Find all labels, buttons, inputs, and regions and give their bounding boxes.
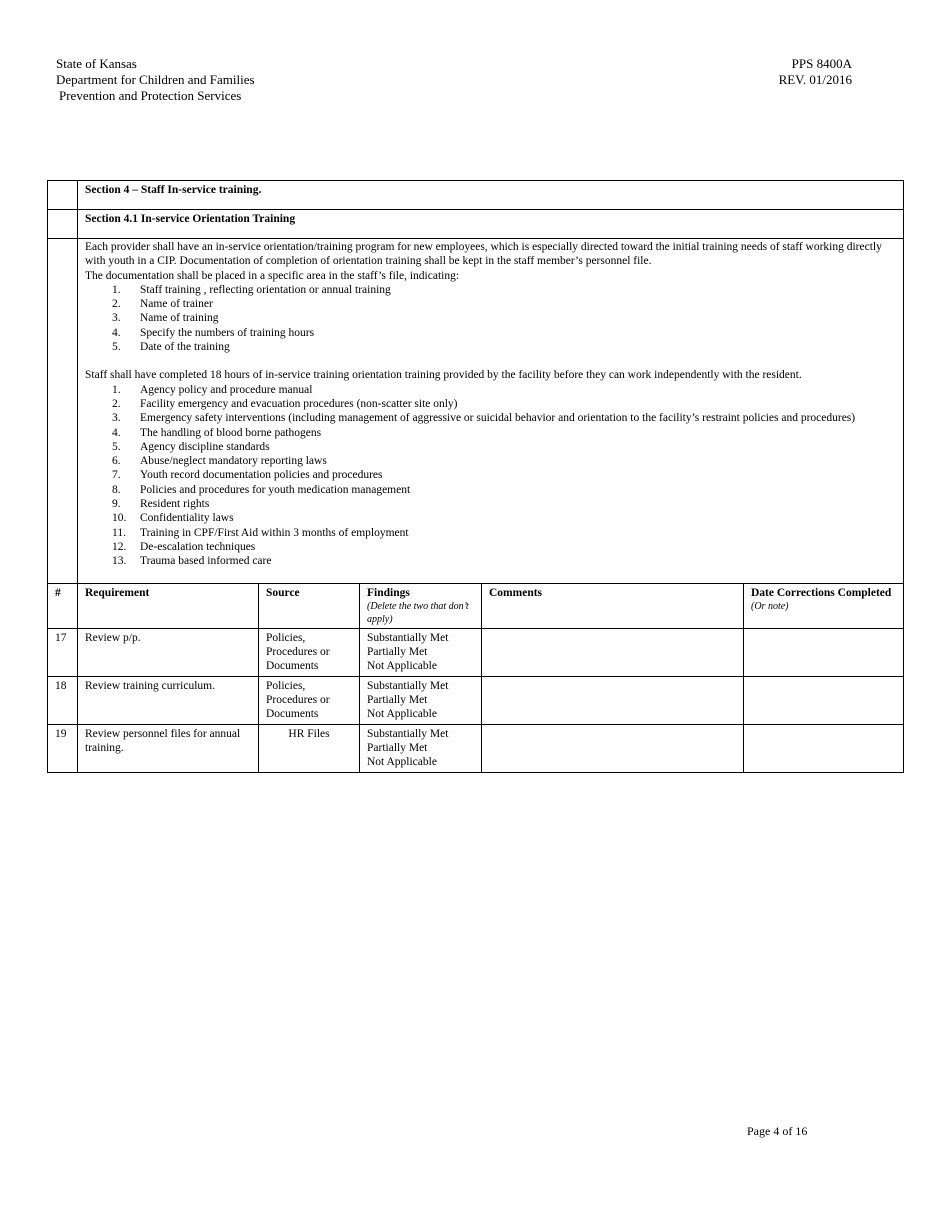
list-item-number: 4. <box>112 326 121 339</box>
list-item-text: Confidentiality laws <box>140 512 234 525</box>
list-item-text: Name of trainer <box>140 298 213 311</box>
list-item-number: 12. <box>112 540 127 553</box>
list-item-text: Agency policy and procedure manual <box>140 383 313 396</box>
row-date-corrections[interactable] <box>744 724 904 772</box>
findings-label: Findings <box>367 586 410 599</box>
header-state: State of Kansas <box>56 56 137 71</box>
row-source: Policies, Procedures or Documents <box>259 628 360 676</box>
documentation-item <box>85 340 896 354</box>
training-topic-item <box>85 483 896 497</box>
finding-partially-met: Partially Met <box>367 694 428 707</box>
col-header-requirement: Requirement <box>78 583 259 628</box>
training-topic-item <box>85 526 896 540</box>
table-row <box>48 676 904 724</box>
list-item-number: 11. <box>112 526 126 539</box>
row-comments[interactable] <box>482 724 744 772</box>
list-item-number: 3. <box>112 412 121 425</box>
row-date-corrections[interactable] <box>744 628 904 676</box>
col-header-date <box>744 583 904 628</box>
training-topic-item <box>85 468 896 482</box>
training-topic-item <box>85 540 896 554</box>
col-header-source: Source <box>259 583 360 628</box>
subsection-title: Section 4.1 In-service Orientation Training <box>78 210 904 239</box>
row-source: Policies, Procedures or Documents <box>259 676 360 724</box>
section-title-row <box>48 181 904 210</box>
list-item-text: The handling of blood borne pathogens <box>140 426 322 439</box>
documentation-item <box>85 326 896 340</box>
table-row <box>48 628 904 676</box>
row-findings[interactable] <box>360 676 482 724</box>
row-num: 17 <box>48 628 78 676</box>
header-agency-block <box>56 56 255 104</box>
list-item-number: 2. <box>112 397 121 410</box>
section-num-cell <box>48 181 78 210</box>
row-requirement: Review p/p. <box>78 628 259 676</box>
findings-note: (Delete the two that don’t apply) <box>367 600 469 625</box>
training-topic-item <box>85 426 896 440</box>
training-topic-item <box>85 411 896 425</box>
finding-substantially-met: Substantially Met <box>367 727 449 740</box>
list-item-text: Abuse/neglect mandatory reporting laws <box>140 455 327 468</box>
documentation-item <box>85 283 896 297</box>
row-source: HR Files <box>259 724 360 772</box>
list-item-number: 5. <box>112 440 121 453</box>
col-header-comments: Comments <box>482 583 744 628</box>
list-item-text: Trauma based informed care <box>140 555 272 568</box>
list-item-number: 6. <box>112 455 121 468</box>
intro-paragraph: Each provider shall have an in-service orientation/training program for new employees, which is especially directed toward the initial training needs of staff working directly with youth in a CIP. Documentation of completion of orientation training shall be kept in the staff member’s personnel file. <box>85 241 882 268</box>
row-comments[interactable] <box>482 676 744 724</box>
list-item-number: 5. <box>112 341 121 354</box>
documentation-item <box>85 311 896 325</box>
row-num: 19 <box>48 724 78 772</box>
review-table <box>47 180 904 773</box>
date-note: (Or note) <box>751 600 789 612</box>
documentation-list <box>85 283 896 354</box>
finding-not-applicable: Not Applicable <box>367 708 437 721</box>
section-body-row <box>48 239 904 584</box>
col-header-findings <box>360 583 482 628</box>
section-title: Section 4 – Staff In-service training. <box>78 181 904 210</box>
training-topics-list <box>85 383 896 569</box>
row-requirement: Review personnel files for annual training. <box>78 724 259 772</box>
row-num: 18 <box>48 676 78 724</box>
list-item-text: Agency discipline standards <box>140 440 270 453</box>
training-topic-item <box>85 511 896 525</box>
header-division: Prevention and Protection Services <box>59 88 242 103</box>
finding-partially-met: Partially Met <box>367 646 428 659</box>
finding-substantially-met: Substantially Met <box>367 679 449 692</box>
list-item-text: Facility emergency and evacuation procedures (non-scatter site only) <box>140 397 458 410</box>
header-form-block <box>779 56 852 88</box>
documentation-intro: The documentation shall be placed in a specific area in the staff’s file, indicating: <box>85 269 460 282</box>
table-row <box>48 724 904 772</box>
list-item-text: Staff training , reflecting orientation or annual training <box>140 283 391 296</box>
header-revision: REV. 01/2016 <box>778 72 852 87</box>
list-item-number: 1. <box>112 283 121 296</box>
training-topic-item <box>85 497 896 511</box>
training-topic-item <box>85 397 896 411</box>
list-item-text: Policies and procedures for youth medication management <box>140 483 411 496</box>
row-findings[interactable] <box>360 724 482 772</box>
date-corrections-label: Date Corrections Completed <box>751 586 892 599</box>
finding-not-applicable: Not Applicable <box>367 756 437 769</box>
row-comments[interactable] <box>482 628 744 676</box>
row-requirement: Review training curriculum. <box>78 676 259 724</box>
row-findings[interactable] <box>360 628 482 676</box>
list-item-text: Emergency safety interventions (including management of aggressive or suicidal behavior and orientation to the facility’s restraint policies and procedures) <box>140 412 856 425</box>
list-item-number: 13. <box>112 555 127 568</box>
list-item-number: 7. <box>112 469 121 482</box>
page-number: Page 4 of 16 <box>747 1124 808 1138</box>
list-item-number: 10. <box>112 512 127 525</box>
finding-partially-met: Partially Met <box>367 741 428 754</box>
training-topic-item <box>85 554 896 568</box>
list-item-number: 3. <box>112 312 121 325</box>
list-item-number: 1. <box>112 383 121 396</box>
training-topic-item <box>85 383 896 397</box>
header-department: Department for Children and Families <box>56 72 255 87</box>
list-item-text: Training in CPF/First Aid within 3 months of employment <box>140 526 409 539</box>
col-header-num: # <box>48 583 78 628</box>
row-date-corrections[interactable] <box>744 676 904 724</box>
header-form-number: PPS 8400A <box>791 56 852 71</box>
training-topic-item <box>85 440 896 454</box>
section-body <box>78 239 904 584</box>
subsection-title-row <box>48 210 904 239</box>
list-item-text: Specify the numbers of training hours <box>140 326 315 339</box>
list-item-text: Resident rights <box>140 498 210 511</box>
list-item-number: 9. <box>112 498 121 511</box>
list-item-text: Youth record documentation policies and procedures <box>140 469 383 482</box>
list-item-text: Date of the training <box>140 341 230 354</box>
list-item-text: Name of training <box>140 312 219 325</box>
documentation-item <box>85 297 896 311</box>
table-header-row <box>48 583 904 628</box>
training-topic-item <box>85 454 896 468</box>
list-item-number: 4. <box>112 426 121 439</box>
list-item-number: 8. <box>112 483 121 496</box>
finding-substantially-met: Substantially Met <box>367 631 449 644</box>
section-body-num-cell <box>48 239 78 584</box>
hours-paragraph: Staff shall have completed 18 hours of in-service training orientation training provided by the facility before they can work independently with the resident. <box>85 369 802 382</box>
subsection-num-cell <box>48 210 78 239</box>
finding-not-applicable: Not Applicable <box>367 660 437 673</box>
list-item-number: 2. <box>112 298 121 311</box>
list-item-text: De-escalation techniques <box>140 540 256 553</box>
